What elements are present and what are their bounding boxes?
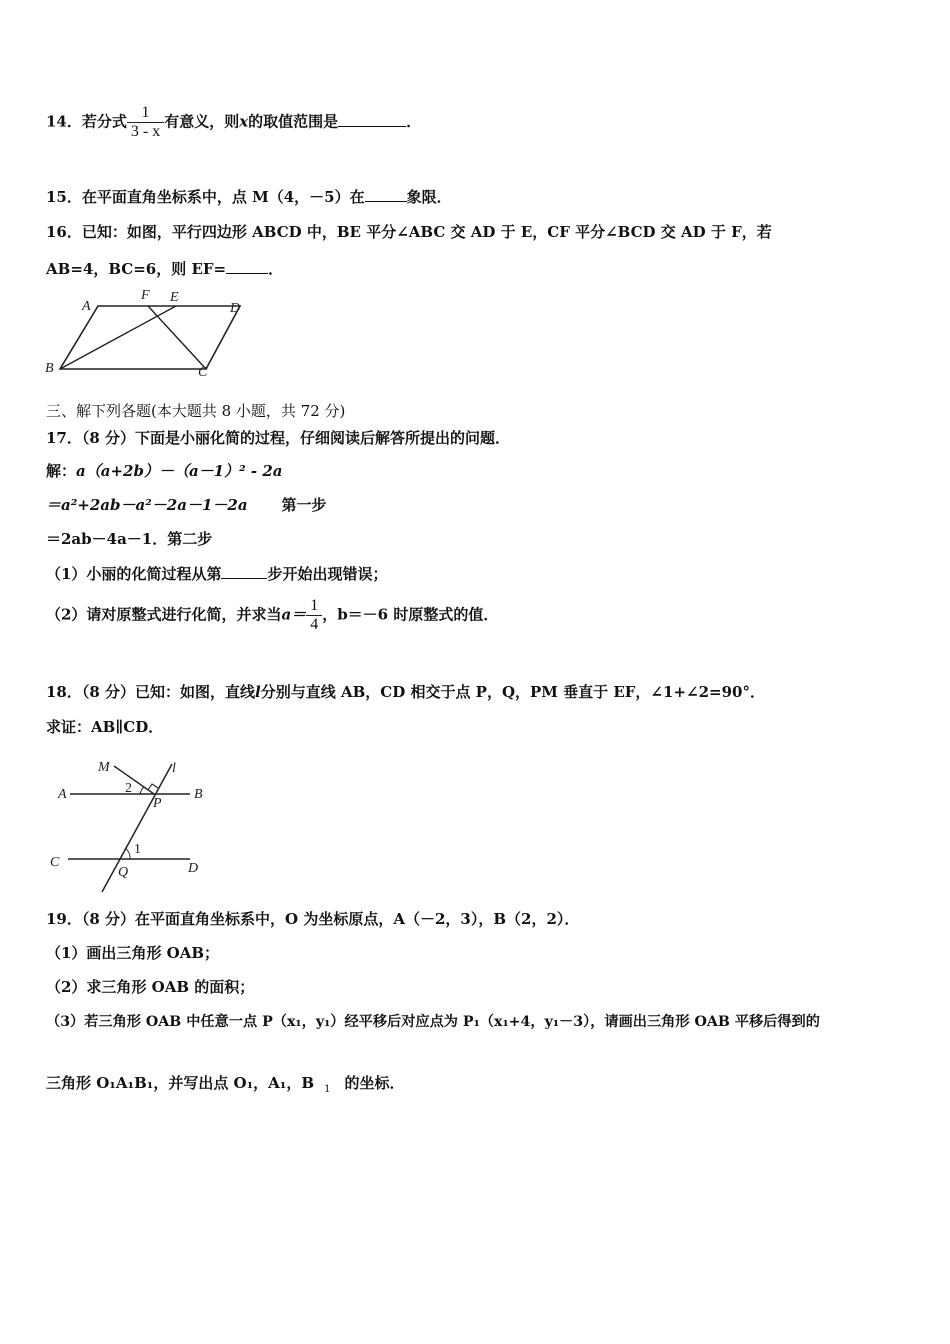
q17-p2-text: （2）请对原整式进行化简，并求当 bbox=[46, 605, 282, 624]
q17-sol-expr: a（a+2b）－（a－1）² - 2a bbox=[76, 462, 283, 480]
q18-figure bbox=[40, 752, 240, 900]
q17-head: 17．（8 分）下面是小丽化简的过程，仔细阅读后解答所提出的问题． bbox=[46, 429, 511, 447]
label-b: B bbox=[194, 787, 203, 802]
q14-line bbox=[46, 104, 421, 141]
q17-solution bbox=[46, 460, 283, 481]
bisector-be bbox=[60, 306, 176, 369]
q17-p2-b: ，b＝－6 时原整式的值． bbox=[322, 605, 499, 624]
q16-line2-text: AB=4，BC=6，则 EF= bbox=[46, 260, 227, 278]
label-f: F bbox=[141, 288, 150, 303]
angle-2-arc bbox=[140, 787, 144, 794]
q14-suffix: 有意义，则 bbox=[164, 112, 240, 131]
q16-line1: 16．已知：如图，平行四边形 ABCD 中，BE 平分∠ABC 交 AD 于 E，CF 平分∠BCD 交 AD 于 F，若 bbox=[46, 223, 772, 241]
q14-answer-blank[interactable] bbox=[338, 112, 406, 127]
q19-part2: （2）求三角形 OAB 的面积； bbox=[46, 978, 255, 996]
right-angle-mark bbox=[148, 784, 158, 790]
q17-step1-label: 第一步 bbox=[281, 496, 327, 514]
label-m: M bbox=[98, 760, 110, 775]
q17-step2: ＝2ab－4a－1．第二步 bbox=[46, 530, 213, 548]
q17-fraction bbox=[306, 597, 322, 634]
q16-line2 bbox=[46, 258, 283, 279]
section-3-heading: 三、解下列各题(本大题共 8 小题，共 72 分) bbox=[46, 402, 346, 420]
q14-frac-num: 1 bbox=[141, 104, 150, 121]
label-c: C bbox=[50, 855, 60, 870]
q17-p1-tail: 步开始出现错误； bbox=[267, 565, 388, 583]
q17-frac-num: 1 bbox=[310, 597, 319, 614]
q17-part1 bbox=[46, 563, 387, 584]
label-b: B bbox=[45, 361, 54, 376]
q19-part1: （1）画出三角形 OAB； bbox=[46, 944, 220, 962]
label-e: E bbox=[170, 290, 179, 305]
bisector-cf bbox=[148, 306, 206, 369]
q16-answer-blank[interactable] bbox=[226, 259, 268, 274]
label-a: A bbox=[58, 787, 67, 802]
q19-p4-tail: 的坐标． bbox=[344, 1074, 405, 1092]
label-q: Q bbox=[118, 865, 129, 880]
q17-p1-blank[interactable] bbox=[221, 564, 267, 579]
q14-fraction bbox=[127, 104, 164, 141]
q19-head: 19．（8 分）在平面直角坐标系中，O 为坐标原点，A（－2，3），B（2，2）． bbox=[46, 910, 580, 928]
q18-head-l: l bbox=[255, 683, 261, 701]
q17-p2-a: a＝ bbox=[281, 605, 307, 624]
q17-step1-expr: ＝a²+2ab－a²－2a－1－2a bbox=[46, 496, 248, 514]
q18-head-b: 分别与直线 AB，CD 相交于点 P，Q，PM 垂直于 EF，∠1+∠2=90°． bbox=[260, 683, 765, 701]
parallelogram-abcd bbox=[60, 306, 240, 369]
label-d: D bbox=[188, 861, 199, 876]
label-2: 2 bbox=[125, 781, 132, 796]
label-l: l bbox=[172, 761, 176, 776]
q14-frac-den: 3 - x bbox=[127, 122, 164, 141]
label-1: 1 bbox=[134, 842, 141, 857]
q18-head bbox=[46, 681, 765, 702]
q19-part3: （3）若三角形 OAB 中任意一点 P（x₁，y₁）经平移后对应点为 P₁（x₁+4，y₁－3），请画出三角形 OAB 平移后得到的 bbox=[46, 1014, 820, 1030]
q14-tail: 的取值范围是 bbox=[248, 112, 339, 131]
q14-var: x bbox=[239, 112, 249, 131]
label-a: A bbox=[82, 299, 91, 314]
q19-part4 bbox=[46, 1072, 404, 1095]
q19-p4-sub: 1 bbox=[324, 1084, 331, 1095]
label-d: D bbox=[230, 301, 241, 316]
q17-p1-text: （1）小丽的化简过程从第 bbox=[46, 565, 222, 583]
q19-p4-text: 三角形 O₁A₁B₁，并写出点 O₁，A₁，B bbox=[46, 1074, 315, 1092]
q16-end: ． bbox=[268, 260, 284, 278]
q15-text: 15．在平面直角坐标系中，点 M（4，－5）在 bbox=[46, 188, 365, 206]
q15-tail: 象限． bbox=[406, 188, 452, 206]
q14-end: ． bbox=[406, 112, 422, 131]
line-l bbox=[102, 764, 172, 892]
q18-head-a: 18．（8 分）已知：如图，直线 bbox=[46, 683, 256, 701]
label-c: C bbox=[198, 365, 208, 380]
q15-line bbox=[46, 186, 452, 207]
q17-frac-den: 4 bbox=[306, 615, 322, 634]
q15-answer-blank[interactable] bbox=[365, 187, 407, 202]
q17-step1 bbox=[46, 494, 327, 515]
q17-sol-label: 解： bbox=[46, 462, 77, 480]
q18-proof: 求证：AB∥CD． bbox=[46, 718, 164, 736]
label-p: P bbox=[153, 796, 162, 811]
q14-prefix: 14．若分式 bbox=[46, 112, 127, 131]
q17-part2 bbox=[46, 597, 498, 634]
q16-parallelogram-figure bbox=[40, 284, 260, 380]
